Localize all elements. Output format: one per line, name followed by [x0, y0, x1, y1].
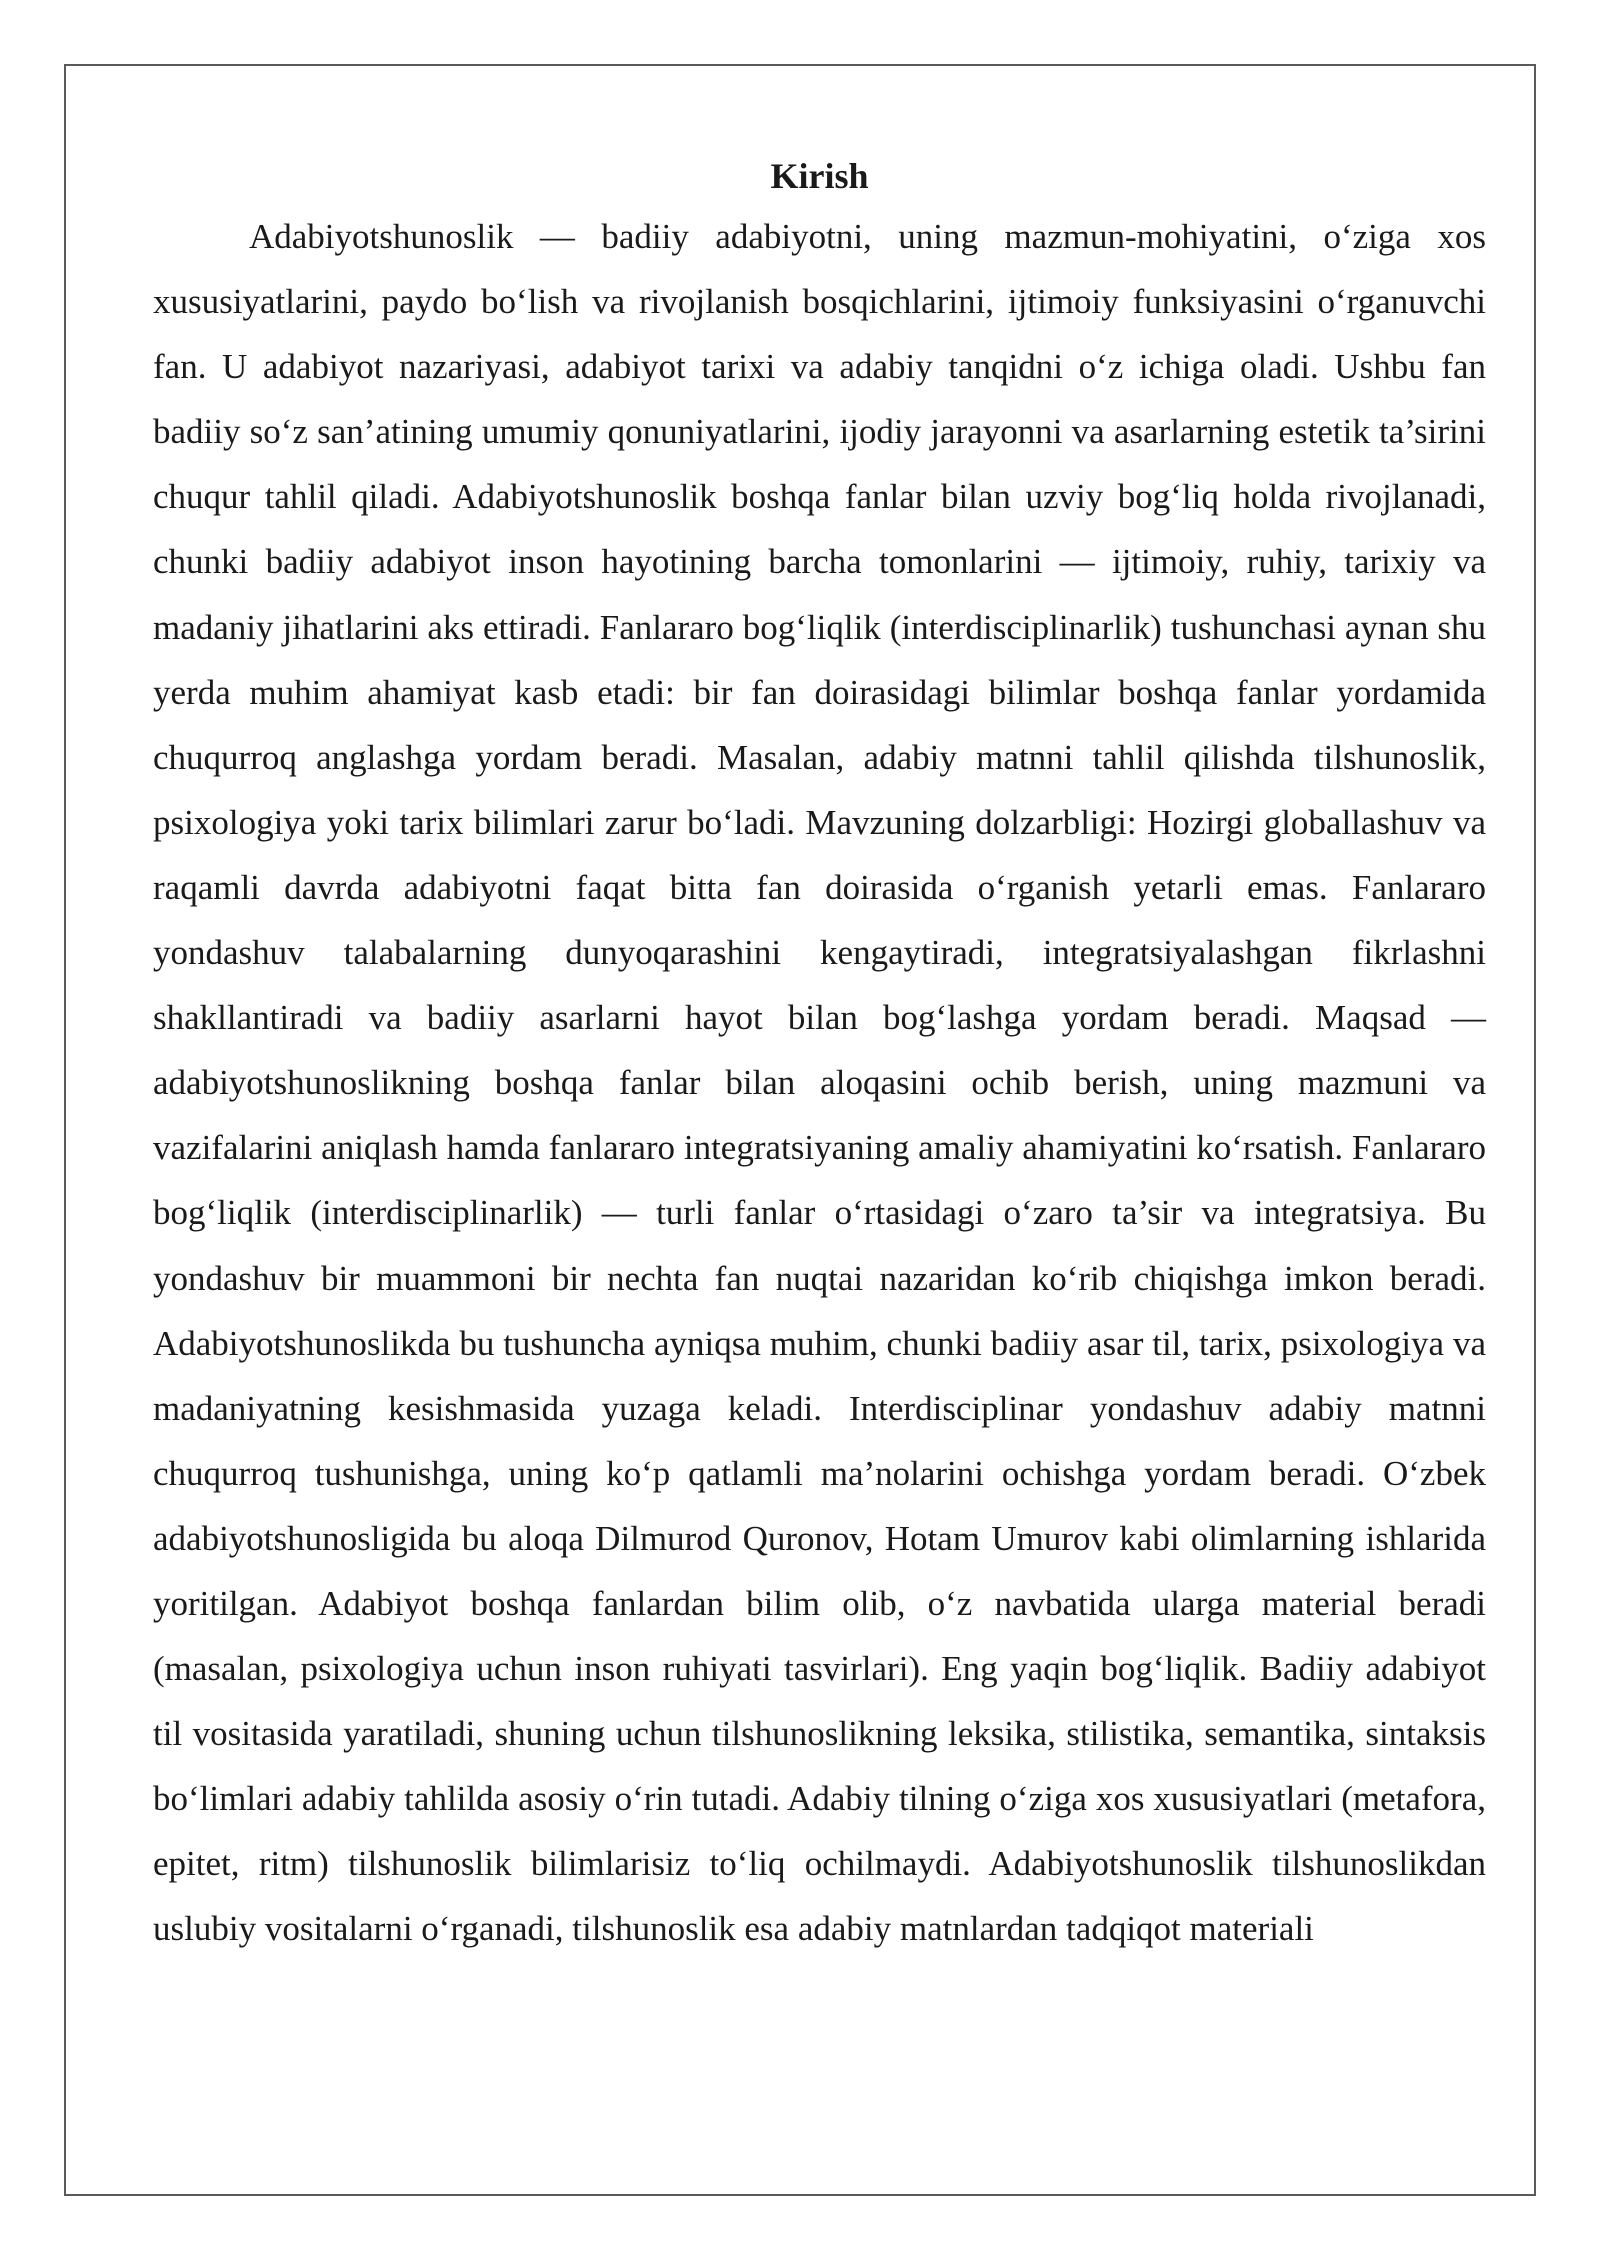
document-title: Kirish	[770, 156, 869, 196]
body-paragraph: Adabiyotshunoslik — badiiy adabiyotni, uning mazmun-mohiyatini, o‘ziga xos xususiyatlarini, paydo bo‘lish va rivojlanish bosqichlarini, ijtimoiy funksiyasini o‘rganuvchi fan. U adabiyot nazariyasi, adabiyot tarixi va adabiy tanqidni o‘z ichiga oladi. Ushbu fan badiiy so‘z san’atining umumiy qonuniyatlarini, ijodiy jarayonni va asarlarning estetik ta’sirini chuqur tahlil qiladi. Adabiyotshunoslik boshqa fanlar bilan uzviy bog‘liq holda rivojlanadi, chunki badiiy adabiyot inson hayotining barcha tomonlarini — ijtimoiy, ruhiy, tarixiy va madaniy jihatlarini aks ettiradi. Fanlararo bog‘liqlik (interdisciplinarlik) tushunchasi aynan shu yerda muhim ahamiyat kasb etadi: bir fan doirasidagi bilimlar boshqa fanlar yordamida chuqurroq anglashga yordam beradi. Masalan, adabiy matnni tahlil qilishda tilshunoslik, psixologiya yoki tarix bilimlari zarur bo‘ladi. Mavzuning dolzarbligi: Hozirgi globallashuv va raqamli davrda adabiyotni faqat bitta fan doirasida o‘rganish yetarli emas. Fanlararo yondashuv talabalarning dunyoqarashini kengaytiradi, integratsiyalashgan fikrlashni shakllantiradi va badiiy asarlarni hayot bilan bog‘lashga yordam beradi. Maqsad — adabiyotshunoslikning boshqa fanlar bilan aloqasini ochib berish, uning mazmuni va vazifalarini aniqlash hamda fanlararo integratsiyaning amaliy ahamiyatini ko‘rsatish. Fanlararo bog‘liqlik (interdisciplinarlik) — turli fanlar o‘rtasidagi o‘zaro ta’sir va integratsiya. Bu yondashuv bir muammoni bir nechta fan nuqtai nazaridan ko‘rib chiqishga imkon beradi. Adabiyotshunoslikda bu tushuncha ayniqsa muhim, chunki badiiy asar til, tarix, psixologiya va madaniyatning kesishmasida yuzaga keladi. Interdisciplinar yondashuv adabiy matnni chuqurroq tushunishga, uning ko‘p qatlamli ma’nolarini ochishga yordam beradi. O‘zbek adabiyotshunosligida bu aloqa Dilmurod Quronov, Hotam Umurov kabi olimlarning ishlarida yoritilgan. Adabiyot boshqa fanlardan bilim olib, o‘z navbatida ularga material beradi (masalan, psixologiya uchun inson ruhiyati tasvirlari). Eng yaqin bog‘liqlik. Badiiy adabiyot til vositasida yaratiladi, shuning uchun tilshunoslikning leksika, stilistika, semantika, sintaksis bo‘limlari adabiy tahlilda asosiy o‘rin tutadi. Adabiy tilning o‘ziga xos xususiyatlari (metafora, epitet, ritm) tilshunoslik bilimlarisiz to‘liq ochilmaydi. Adabiyotshunoslik tilshunoslikdan uslubiy vositalarni o‘rganadi, tilshunoslik esa adabiy matnlardan tadqiqot materiali	[153, 217, 1486, 1949]
document-content	[153, 148, 1486, 1962]
